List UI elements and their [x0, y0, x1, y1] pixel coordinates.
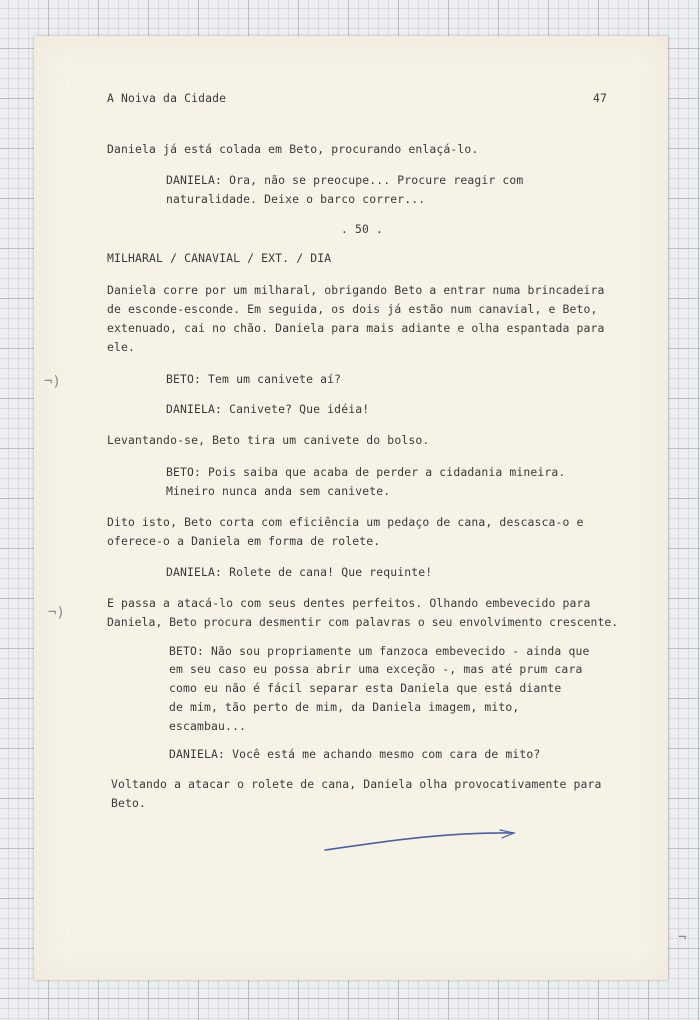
page-number: 47 — [593, 91, 608, 105]
action-line: Daniela corre por um milharal, obrigando Beto a entrar numa brincadeira — [107, 283, 605, 297]
dialogue-line: DANIELA: Rolete de cana! Que requinte! — [166, 565, 433, 579]
page-title: A Noiva da Cidade — [107, 91, 227, 105]
action-line: E passa a atacá-lo com seus dentes perfeitos. Olhando embevecido para — [107, 596, 591, 610]
dialogue-line: de mim, tão perto de mim, da Daniela imagem, mito, — [169, 700, 520, 714]
action-line: extenuado, cai no chão. Daniela para mais adiante e olha espantada para — [107, 321, 605, 335]
action-line: Daniela, Beto procura desmentir com palavras o seu envolvimento crescente. — [107, 615, 619, 629]
scene-heading: MILHARAL / CANAVIAL / EXT. / DIA — [107, 251, 332, 265]
dialogue-line: Mineiro nunca anda sem canivete. — [166, 484, 391, 498]
action-line: de esconde-esconde. Em seguida, os dois já estão num canavial, e Beto, — [107, 302, 598, 316]
margin-pencil-mark: ¬) — [44, 374, 61, 390]
dialogue-line: naturalidade. Deixe o barco correr... — [166, 192, 426, 206]
action-line: Dito isto, Beto corta com eficiência um pedaço de cana, descasca-o e — [107, 515, 584, 529]
script-page — [34, 36, 668, 980]
dialogue-line: BETO: Tem um canivete aí? — [166, 372, 342, 386]
action-line: ele. — [107, 340, 136, 354]
margin-pencil-mark: ¬ — [678, 930, 687, 946]
dialogue-line: escambau... — [169, 719, 247, 733]
dialogue-line: DANIELA: Canivete? Que idéia! — [166, 402, 370, 416]
action-line: oferece-o a Daniela em forma de rolete. — [107, 534, 381, 548]
dialogue-line: em seu caso eu possa abrir uma exceção -, mas até prum cara — [169, 662, 583, 676]
action-line: Daniela já está colada em Beto, procurando enlaçá-lo. — [107, 142, 479, 156]
dialogue-line: BETO: Não sou propriamente um fanzoca embevecido - ainda que — [169, 644, 590, 658]
pen-stroke-mark — [322, 826, 522, 856]
dialogue-line: como eu não é fácil separar esta Daniela que está diante — [169, 681, 562, 695]
margin-pencil-mark: ¬) — [48, 605, 65, 621]
action-line: Beto. — [111, 796, 147, 810]
dialogue-line: BETO: Pois saiba que acaba de perder a cidadania mineira. — [166, 465, 566, 479]
scene-number: . 50 . — [341, 222, 384, 236]
action-line: Levantando-se, Beto tira um canivete do bolso. — [107, 433, 430, 447]
dialogue-line: DANIELA: Ora, não se preocupe... Procure reagir com — [166, 173, 524, 187]
dialogue-line: DANIELA: Você está me achando mesmo com cara de mito? — [169, 747, 541, 761]
action-line: Voltando a atacar o rolete de cana, Daniela olha provocativamente para — [111, 777, 602, 791]
